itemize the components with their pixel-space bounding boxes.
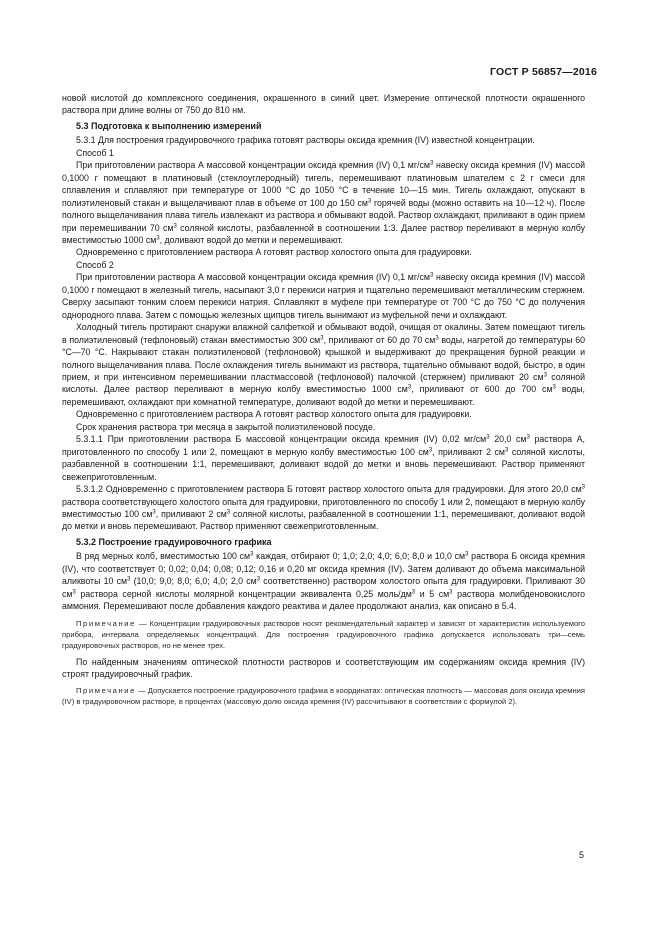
document-body: [62, 92, 585, 712]
section-heading-5-3: 5.3 Подготовка к выполнению измерений: [76, 120, 262, 131]
note-label: Примечание: [76, 618, 136, 628]
method-2-paragraph: При приготовлении раствора А массовой концентрации оксида кремния (IV) 0,1 $мг/см^3$ навеску оксида кремния (IV) массой 0,1000 г помещают в железный тигель, насыпают 3,0 г перекиси натрия и тщательно перемешивают металлическим стержнем. Сверху засыпают тонким слоем перекиси натрия. Сплавляют в муфеле при температуре от 700 °С до 750 °С до получения однородного плава. Затем с помощью железных щипцов тигель вынимают из муфельной печи и охлаждают.: [62, 272, 586, 320]
method-2-label: Способ 2: [76, 259, 114, 270]
document-header: ГОСТ Р 56857—2016: [489, 66, 597, 78]
method-1-paragraph: При приготовлении раствора А массовой концентрации оксида кремния (IV) 0,1 $мг/см^3$ навеску оксида кремния (IV) массой 0,1000 г помещают в платиновый (стеклоуглеродный) тигель, перемешивают платиновым шпателем с 2 г смеси для сплавления и сплавляют при температуре от 1000 °С до 1050 °С в течение 10—15 мин. Тигель охлаждают, опускают в полиэтиленовый стакан и выщелачивают плав в объеме от 100 до 150 $см^3$ горячей воды (можно оставить на 10—12 ч). После полного выщелачивания плава тигель извлекают из раствора и обмывают водой. Раствор охлаждают, приливают в один прием при перемешивании 70 $см^3$ соляной кислоты, разбавленной в соотношении 1:3. Далее раствор переливают в мерную колбу вместимостью 1000 $см^3$, доливают водой до метки и перемешивают.: [62, 160, 586, 245]
paragraph-5-3-1-1: 5.3.1.1 При приготовлении раствора Б массовой концентрации оксида кремния (IV) 0,02 $мг/см^3$ 20,0 $см^3$ раствора А, приготовленного по способу 1 или 2, помещают в мерную колбу вместимостью 100 $см^3$, приливают 2 $см^3$ соляной кислоты, разбавленной в соотношении 1:1, перемешивают, доливают водой до метки и вновь перемешивают. Раствор применяют свежеприготовленным.: [62, 434, 585, 482]
section-heading-5-3-2: 5.3.2 Построение градуировочного графика: [76, 536, 272, 547]
blank-solution-paragraph-1: Одновременно с приготовлением раствора А готовят раствор холостого опыта для градуировки.: [76, 247, 472, 258]
final-paragraph: По найденным значениям оптической плотности растворов и соответствующим им содержаниям оксида кремния (IV) строят градуировочный график.: [62, 656, 585, 680]
note-label: Примечание: [76, 686, 136, 696]
blank-solution-paragraph-2: Одновременно с приготовлением раствора А готовят раствор холостого опыта для градуировки.: [76, 409, 472, 420]
paragraph-5-3-1: 5.3.1 Для построения градуировочного графика готовят растворы оксида кремния (IV) известной концентрации.: [76, 135, 535, 146]
calibration-paragraph: В ряд мерных колб, вместимостью 100 $см^3$ каждая, отбирают 0; 1,0; 2,0; 4,0; 6,0; 8,0 и 10,0 $см^3$ раствора Б оксида кремния (IV), что соответствует 0; 0,02; 0,04; 0,08; 0,12; 0,16 и 0,20 мг оксида кремния (IV). Затем доливают до объема максимальной аликвоты 10 $см^3$ (10,0; 9,0; 8,0; 6,0; 4,0; 2,0 $см^3$ соответственно) раствором холостого опыта для градуировки. Приливают 30 $см^3$ раствора серной кислоты молярной концентрации эквивалента 0,25 моль/$дм^3$ и 5 $см^3$ раствора молибденовокислого аммония. Перемешивают после добавления каждого реактива и далее продолжают анализ, как описано в 5.4.: [62, 551, 585, 612]
intro-paragraph: новой кислотой до комплексного соединения, окрашенного в синий цвет. Измерение оптической плотности окрашенного раствора при длине волны от 750 до 810 нм.: [62, 93, 585, 116]
storage-paragraph: Срок хранения раствора три месяца в закрытой полиэтиленовой посуде.: [76, 421, 376, 432]
method-1-label: Способ 1: [76, 147, 114, 158]
paragraph-5-3-1-2: 5.3.1.2 Одновременно с приготовлением раствора Б готовят раствор холостого опыта для градуировки. Для этого 20,0 $см^3$ раствора соответствующего холостого опыта для градуировки, приготовленного по способу 1 или 2, помещают в мерную колбу вместимостью 100 $см^3$, приливают 2 $см^3$ соляной кислоты, разбавленной в соотношении 1:1, перемешивают, доливают водой до метки и вновь перемешивают. Раствор применяют свежеприготовленным.: [62, 484, 585, 532]
page-number: 5: [578, 850, 584, 860]
note-2: Примечание — Допускается построение градуировочного графика в координатах: оптическая плотность — массовая доля оксида кремния (IV) в градуировочном растворе, в процентах (массовую долю оксида кремния (IV) рассчитывают в соответствии с формулой 2).: [62, 686, 585, 707]
cold-crucible-paragraph: Холодный тигель протирают снаружи влажной салфеткой и обмывают водой, очищая от окалины. Затем помещают тигель в полиэтиленовый (тефлоновый) стакан вместимостью 300 $см^3$, приливают от 60 до 70 $см^3$ воды, нагретой до температуры 60 °С—70 °С. Накрывают стакан полиэтиленовой (тефлоновой) крышкой и выдерживают до прекращения бурной реакции и полного выщелачивания плава. После охлаждения тигель вынимают из раствора, тщательно обмывают водой, быстро, в один прием, и при интенсивном перемешивании пластмассовой (тефлоновой) палочкой (стержнем) приливают 20 $см^3$ соляной кислоты. Далее раствор переливают в мерную колбу вместимостью 1000 $см^3$, приливают от 600 до 700 $см^3$ воды, перемешивают, охлаждают при комнатной температуре, доливают водой до метки и перемешивают.: [62, 322, 586, 407]
note-1: Примечание — Концентрации градуировочных растворов носят рекомендательный характер и зависят от характеристик используемого прибора, интервала определяемых концентраций. Для построения градуировочного графика допускается использовать три—семь градуировочных растворов, но не менее трех.: [62, 618, 585, 650]
